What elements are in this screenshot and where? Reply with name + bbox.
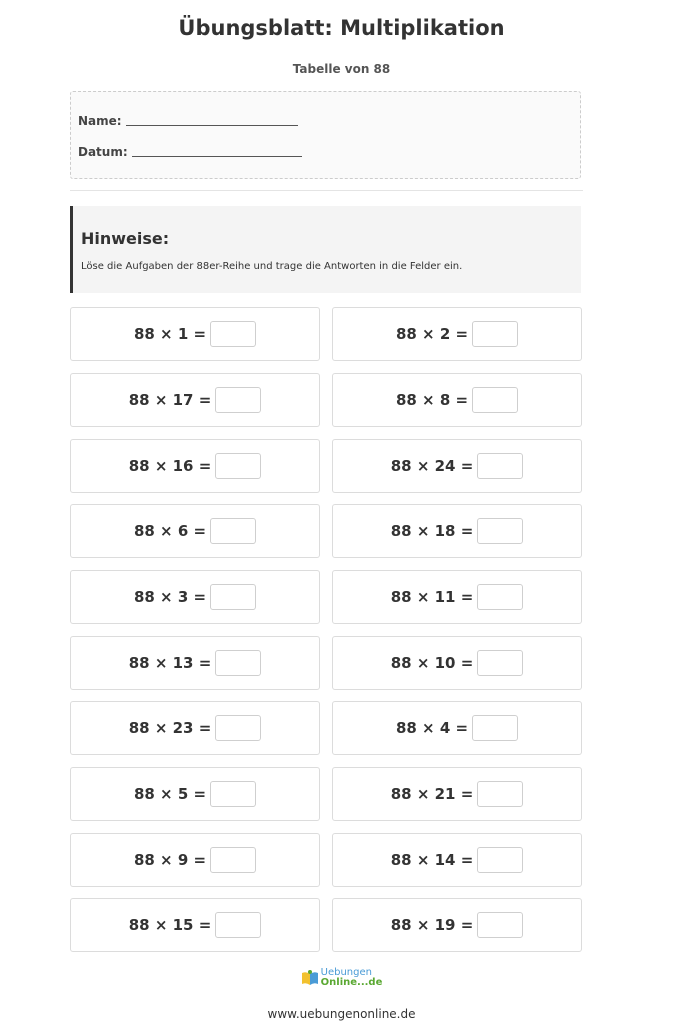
task-card [332, 570, 582, 624]
answer-input[interactable] [477, 912, 523, 938]
task-card [70, 439, 320, 493]
task-expression: 88 × 14 = [390, 851, 474, 869]
task-expression: 88 × 18 = [390, 522, 474, 540]
task-card [332, 636, 582, 690]
task-expression: 88 × 9 = [133, 851, 207, 869]
answer-input[interactable] [210, 781, 256, 807]
task-expression: 88 × 1 = [133, 325, 207, 343]
date-line[interactable] [132, 155, 302, 157]
task-card [332, 701, 582, 755]
student-info-box [70, 91, 581, 179]
answer-input[interactable] [477, 847, 523, 873]
task-card [70, 373, 320, 427]
task-card [70, 767, 320, 821]
hints-heading: Hinweise: [81, 229, 170, 248]
answer-input[interactable] [210, 321, 256, 347]
task-card [70, 833, 320, 887]
task-card [332, 373, 582, 427]
task-expression: 88 × 5 = [133, 785, 207, 803]
answer-input[interactable] [215, 453, 261, 479]
date-label: Datum: [78, 145, 128, 159]
task-expression: 88 × 6 = [133, 522, 207, 540]
task-card [70, 701, 320, 755]
task-expression: 88 × 21 = [390, 785, 474, 803]
hints-text: Löse die Aufgaben der 88er-Reihe und trage die Antworten in die Felder ein. [81, 261, 463, 272]
answer-input[interactable] [210, 847, 256, 873]
answer-input[interactable] [215, 912, 261, 938]
task-card [70, 307, 320, 361]
task-expression: 88 × 3 = [133, 588, 207, 606]
name-label: Name: [78, 114, 122, 128]
task-expression: 88 × 15 = [128, 916, 212, 934]
task-card [70, 570, 320, 624]
page-title: Übungsblatt: Multiplikation [178, 16, 505, 40]
task-expression: 88 × 10 = [390, 654, 474, 672]
task-card [70, 504, 320, 558]
task-card [332, 898, 582, 952]
answer-input[interactable] [210, 518, 256, 544]
divider [70, 190, 583, 191]
book-icon [301, 969, 319, 987]
task-card [332, 439, 582, 493]
hints-box [70, 206, 581, 293]
logo-line-2: Online...de [320, 977, 383, 988]
task-expression: 88 × 11 = [390, 588, 474, 606]
task-expression: 88 × 16 = [128, 457, 212, 475]
task-expression: 88 × 13 = [128, 654, 212, 672]
task-card [70, 636, 320, 690]
footer-url[interactable]: www.uebungenonline.de [267, 1007, 416, 1021]
task-card [332, 833, 582, 887]
name-line[interactable] [126, 124, 298, 126]
answer-input[interactable] [215, 387, 261, 413]
answer-input[interactable] [477, 584, 523, 610]
answer-input[interactable] [472, 387, 518, 413]
date-row [78, 145, 302, 159]
answer-input[interactable] [215, 650, 261, 676]
answer-input[interactable] [215, 715, 261, 741]
answer-input[interactable] [477, 453, 523, 479]
task-card [70, 898, 320, 952]
answer-input[interactable] [477, 518, 523, 544]
page-subtitle: Tabelle von 88 [292, 62, 391, 76]
answer-input[interactable] [477, 781, 523, 807]
task-card [332, 307, 582, 361]
task-expression: 88 × 19 = [390, 916, 474, 934]
task-expression: 88 × 17 = [128, 391, 212, 409]
task-expression: 88 × 8 = [395, 391, 469, 409]
answer-input[interactable] [477, 650, 523, 676]
task-card [332, 767, 582, 821]
site-logo[interactable] [0, 968, 683, 991]
task-expression: 88 × 23 = [128, 719, 212, 737]
name-row [78, 114, 298, 128]
task-expression: 88 × 4 = [395, 719, 469, 737]
task-expression: 88 × 24 = [390, 457, 474, 475]
task-card [332, 504, 582, 558]
answer-input[interactable] [472, 715, 518, 741]
logo-line-1: Uebungen [320, 967, 372, 978]
answer-input[interactable] [472, 321, 518, 347]
task-expression: 88 × 2 = [395, 325, 469, 343]
answer-input[interactable] [210, 584, 256, 610]
